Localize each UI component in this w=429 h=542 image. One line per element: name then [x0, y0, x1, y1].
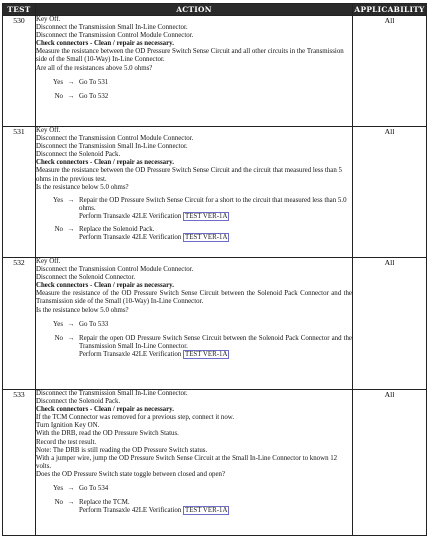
step-text: Disconnect the Solenoid Pack.: [36, 151, 121, 159]
check-connectors-text: Check connectors - Clean / repair as necessary.: [36, 406, 174, 414]
step-text: Disconnect the Transmission Small In-Line Connector.: [36, 24, 188, 32]
arrow-icon: →: [67, 226, 75, 234]
no-goto[interactable]: Go To 532: [79, 92, 109, 100]
arrow-icon: →: [67, 320, 75, 328]
question-text: Are all of the resistances above 5.0 ohms?: [36, 64, 153, 72]
no-replace-text: Replace the TCM.: [79, 499, 130, 507]
yes-option: [36, 321, 352, 329]
yes-goto[interactable]: Go To 531: [79, 78, 109, 86]
step-text: Disconnect the Solenoid Pack.: [36, 398, 121, 406]
step-text: Disconnect the Transmission Small In-Line Connector.: [36, 143, 188, 151]
header-action: ACTION: [36, 4, 353, 16]
applicability-cell: All: [353, 127, 427, 258]
instruction-text: Record the test result.: [36, 438, 97, 446]
header-test: TEST: [3, 4, 36, 16]
no-option: [36, 335, 352, 359]
perform-verification-text: Perform Transaxle 42LE Verification: [79, 507, 182, 515]
arrow-icon: →: [67, 334, 75, 342]
action-cell: [36, 127, 353, 258]
question-text: Is the resistance below 5.0 ohms?: [36, 306, 129, 314]
test-number: 531: [3, 127, 36, 258]
no-label: No: [54, 334, 63, 342]
step-text: Disconnect the Transmission Control Module Connector.: [36, 32, 194, 40]
question-text: Is the resistance below 5.0 ohms?: [36, 183, 129, 191]
measure-text: Measure the resistance between the OD Pressure Switch Sense Circuit and the circuit that measured less than 5 ohms in the previous test.: [36, 167, 342, 183]
check-connectors-text: Check connectors - Clean / repair as necessary.: [36, 159, 174, 167]
check-connectors-text: Check connectors - Clean / repair as necessary.: [36, 282, 174, 290]
yes-label: Yes: [52, 196, 63, 204]
no-action: [79, 499, 352, 515]
instruction-text: If the TCM Connector was removed for a previous step, connect it now.: [36, 414, 235, 422]
no-action: [79, 226, 352, 242]
step-text: Disconnect the Transmission Control Module Connector.: [36, 135, 194, 143]
applicability-cell: All: [353, 16, 427, 127]
test-ver-1a-link[interactable]: TEST VER-1A: [185, 212, 228, 220]
no-label: No: [54, 92, 63, 100]
measure-text: Measure the resistance between the OD Pressure Switch Sense Circuit and all other circuits in the Transmission side of the Small (10-Way) In-Line Connector.: [36, 48, 344, 64]
arrow-icon: →: [67, 92, 75, 100]
table-row: [3, 390, 427, 536]
yes-option: [36, 485, 352, 493]
yes-goto[interactable]: Go To 533: [79, 320, 109, 328]
question-text: Does the OD Pressure Switch state toggle between closed and open?: [36, 470, 226, 478]
yes-goto[interactable]: Go To 534: [79, 485, 109, 493]
test-number: 530: [3, 16, 36, 127]
arrow-icon: →: [67, 78, 75, 86]
test-number: 533: [3, 390, 36, 536]
applicability-cell: All: [353, 258, 427, 390]
action-cell: [36, 390, 353, 536]
no-option: [36, 93, 352, 101]
perform-verification-text: Perform Transaxle 42LE Verification: [79, 212, 182, 220]
yes-label: Yes: [52, 485, 63, 493]
step-text: Key Off.: [36, 127, 61, 134]
arrow-icon: →: [67, 196, 75, 204]
test-ver-1a-link[interactable]: TEST VER-1A: [185, 350, 228, 358]
no-action: [79, 335, 352, 359]
test-ver-1a-link[interactable]: TEST VER-1A: [185, 507, 228, 515]
no-repair-text: Repair the open OD Pressure Switch Sense Circuit between the Solenoid Pack Connector and the Transmission Small In-Line Connector.: [79, 334, 352, 350]
yes-action: [79, 197, 352, 221]
step-text: Disconnect the Transmission Control Module Connector.: [36, 266, 194, 274]
measure-text: With a jumper wire, jump the OD Pressure Switch Sense Circuit at the Small In-Line Connector to known 12 volts.: [36, 454, 338, 470]
table-row: [3, 258, 427, 390]
instruction-text: With the DRB, read the OD Pressure Switch Status.: [36, 430, 179, 438]
perform-verification-text: Perform Transaxle 42LE Verification: [79, 350, 182, 358]
diagnostic-table: [2, 3, 427, 536]
table-header-row: [3, 4, 427, 16]
action-cell: [36, 16, 353, 127]
table-row: [3, 127, 427, 258]
step-text: Key Off.: [36, 16, 61, 23]
test-ver-1a-link[interactable]: TEST VER-1A: [185, 234, 228, 242]
no-label: No: [54, 499, 63, 507]
header-applicability: APPLICABILITY: [354, 5, 425, 14]
no-option: [36, 499, 352, 515]
step-text: Disconnect the Solenoid Connector.: [36, 274, 136, 282]
instruction-text: Turn Ignition Key ON.: [36, 422, 100, 430]
yes-label: Yes: [52, 78, 63, 86]
yes-label: Yes: [52, 320, 63, 328]
action-cell: [36, 258, 353, 390]
no-label: No: [54, 226, 63, 234]
note-text: Note: The DRB is still reading the OD Pressure Switch status.: [36, 446, 208, 454]
check-connectors-text: Check connectors - Clean / repair as necessary.: [36, 40, 174, 48]
yes-option: [36, 197, 352, 221]
perform-verification-text: Perform Transaxle 42LE Verification: [79, 234, 182, 242]
step-text: Key Off.: [36, 258, 61, 265]
no-option: [36, 226, 352, 242]
step-text: Disconnect the Transmission Small In-Line Connector.: [36, 390, 188, 397]
test-number: 532: [3, 258, 36, 390]
arrow-icon: →: [67, 499, 75, 507]
yes-option: [36, 79, 352, 87]
measure-text: Measure the resistance of the OD Pressure Switch Sense Circuit between the Solenoid Pack Connector and the Transmission side of the Small (10-Way) In-Line Connector.: [36, 290, 352, 306]
no-replace-text: Replace the Solenoid Pack.: [79, 226, 155, 234]
table-row: [3, 16, 427, 127]
arrow-icon: →: [67, 485, 75, 493]
applicability-cell: All: [353, 390, 427, 536]
yes-repair-text: Repair the OD Pressure Switch Sense Circuit for a short to the circuit that measured less than 5.0 ohms.: [79, 196, 347, 212]
